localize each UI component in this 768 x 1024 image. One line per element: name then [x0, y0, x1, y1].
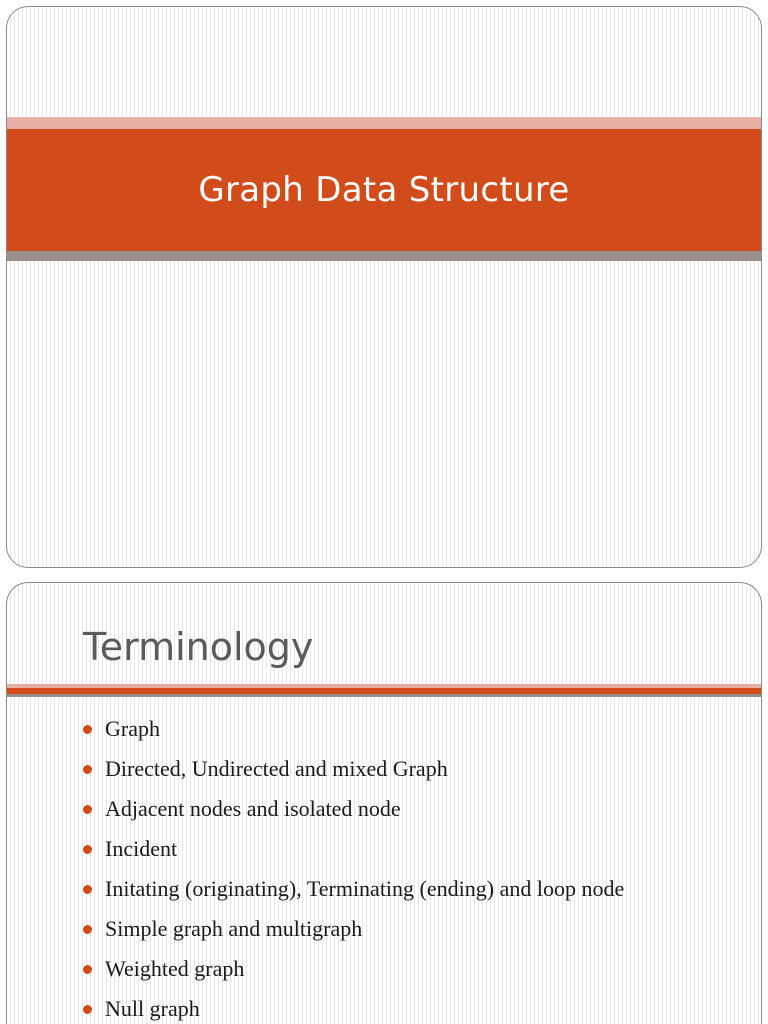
bullet-list: [83, 709, 624, 1024]
bullet-text: Weighted graph: [105, 956, 245, 981]
bullet-icon: [83, 965, 92, 974]
list-item: [83, 709, 624, 749]
list-item: [83, 829, 624, 869]
bullet-text: Graph: [105, 716, 160, 741]
bullet-icon: [83, 805, 92, 814]
bullet-text: Adjacent nodes and isolated node: [105, 796, 401, 821]
content-slide: [6, 582, 762, 1024]
bullet-icon: [83, 725, 92, 734]
title-slide: [6, 6, 762, 568]
bullet-text: Null graph: [105, 996, 200, 1021]
list-item: [83, 749, 624, 789]
bullet-text: Directed, Undirected and mixed Graph: [105, 756, 448, 781]
bullet-icon: [83, 885, 92, 894]
title-band-top-stripe: [7, 117, 761, 129]
bullet-icon: [83, 845, 92, 854]
heading-rule: [7, 684, 761, 698]
slide-heading: Terminology: [83, 625, 314, 669]
bullet-text: Incident: [105, 836, 178, 861]
list-item: [83, 909, 624, 949]
title-band: [7, 129, 761, 251]
list-item: [83, 789, 624, 829]
title-band-bottom-stripe: [7, 251, 761, 261]
bullet-icon: [83, 765, 92, 774]
bullet-icon: [83, 1005, 92, 1014]
bullet-text: Simple graph and multigraph: [105, 916, 363, 941]
list-item: [83, 989, 624, 1024]
list-item: [83, 869, 624, 909]
bullet-text: Initating (originating), Terminating (ending) and loop node: [105, 876, 625, 901]
slide-title: Graph Data Structure: [198, 170, 570, 210]
bullet-icon: [83, 925, 92, 934]
list-item: [83, 949, 624, 989]
